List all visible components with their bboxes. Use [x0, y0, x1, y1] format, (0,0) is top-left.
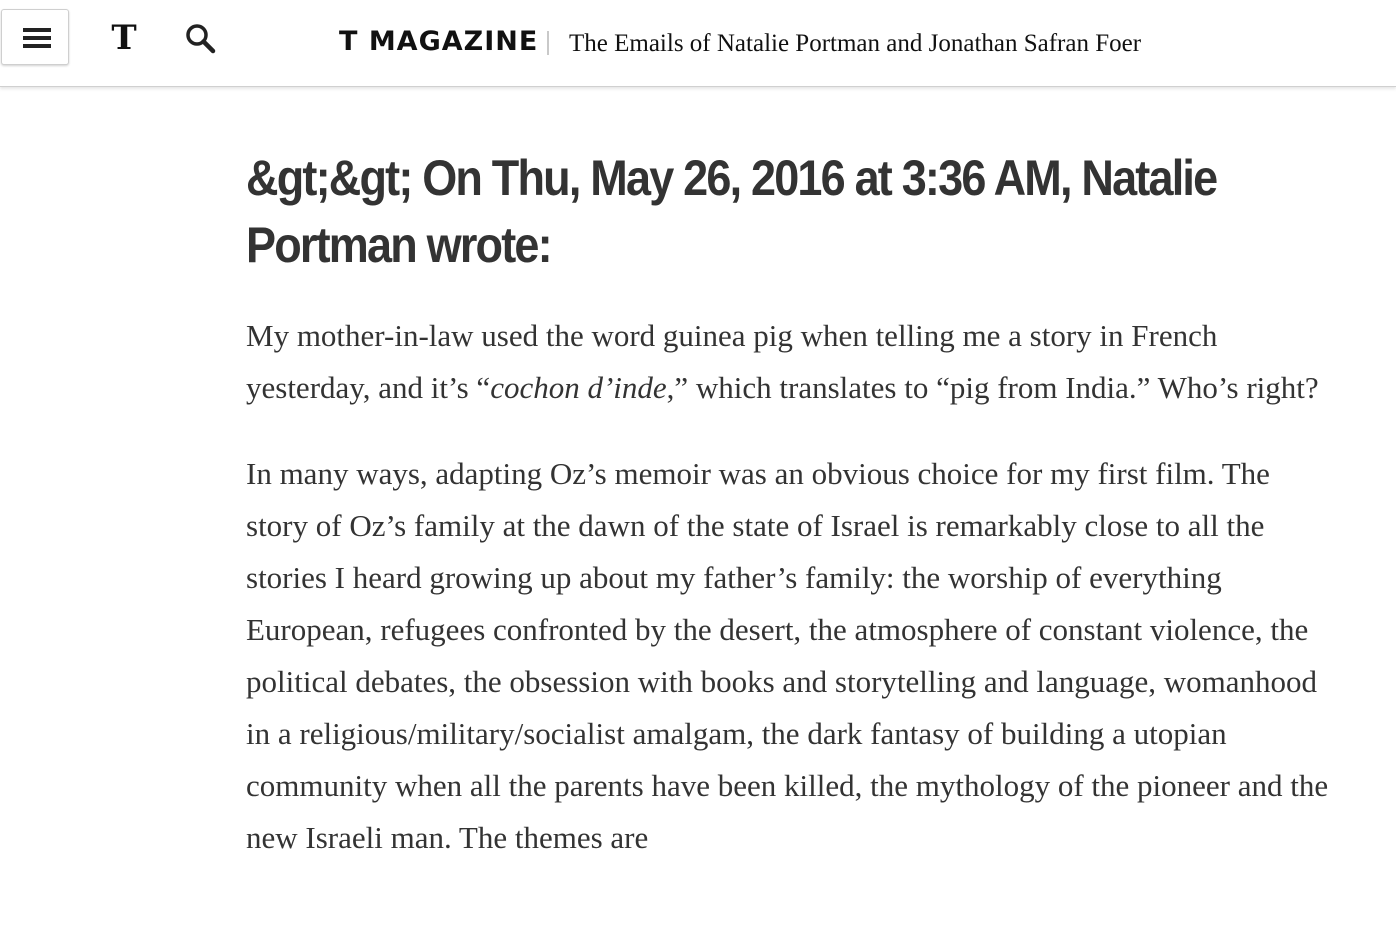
paragraph-text: ,” which translates to “pig from India.” Who’s right? — [666, 370, 1319, 405]
top-navigation-bar — [0, 0, 1396, 87]
search-icon[interactable] — [184, 22, 218, 56]
italic-phrase: cochon d’inde — [490, 370, 667, 405]
nyt-t-logo-icon[interactable]: T — [111, 18, 137, 58]
t-magazine-brand[interactable]: T MAGAZINE — [339, 26, 539, 57]
header-divider — [547, 31, 549, 55]
hamburger-menu-icon-line — [23, 44, 51, 48]
paragraph-text: My mother-in-law used the word guinea pig when telling me a story in French yesterday, and it’s “ — [246, 318, 1218, 405]
menu-button[interactable] — [1, 9, 69, 65]
article-header-title: The Emails of Natalie Portman and Jonathan Safran Foer — [569, 30, 1142, 57]
paragraph — [246, 310, 1336, 414]
email-headline: &gt;&gt; On Thu, May 26, 2016 at 3:36 AM, Natalie Portman wrote: — [246, 150, 1217, 273]
hamburger-menu-icon — [23, 28, 51, 32]
hamburger-menu-icon-line — [23, 36, 51, 40]
article-body — [246, 145, 1336, 864]
paragraph: In many ways, adapting Oz’s memoir was an obvious choice for my first film. The story of Oz’s family at the dawn of the state of Israel is remarkably close to all the stories I heard growing up about my father’s family: the worship of everything European, refugees confronted by the desert, the atmosphere of constant violence, the political debates, the obsession with books and storytelling and language, womanhood in a religious/military/socialist amalgam, the dark fantasy of building a utopian community when all the parents have been killed, the mythology of the pioneer and the new Israeli man. The themes are — [246, 456, 1329, 855]
